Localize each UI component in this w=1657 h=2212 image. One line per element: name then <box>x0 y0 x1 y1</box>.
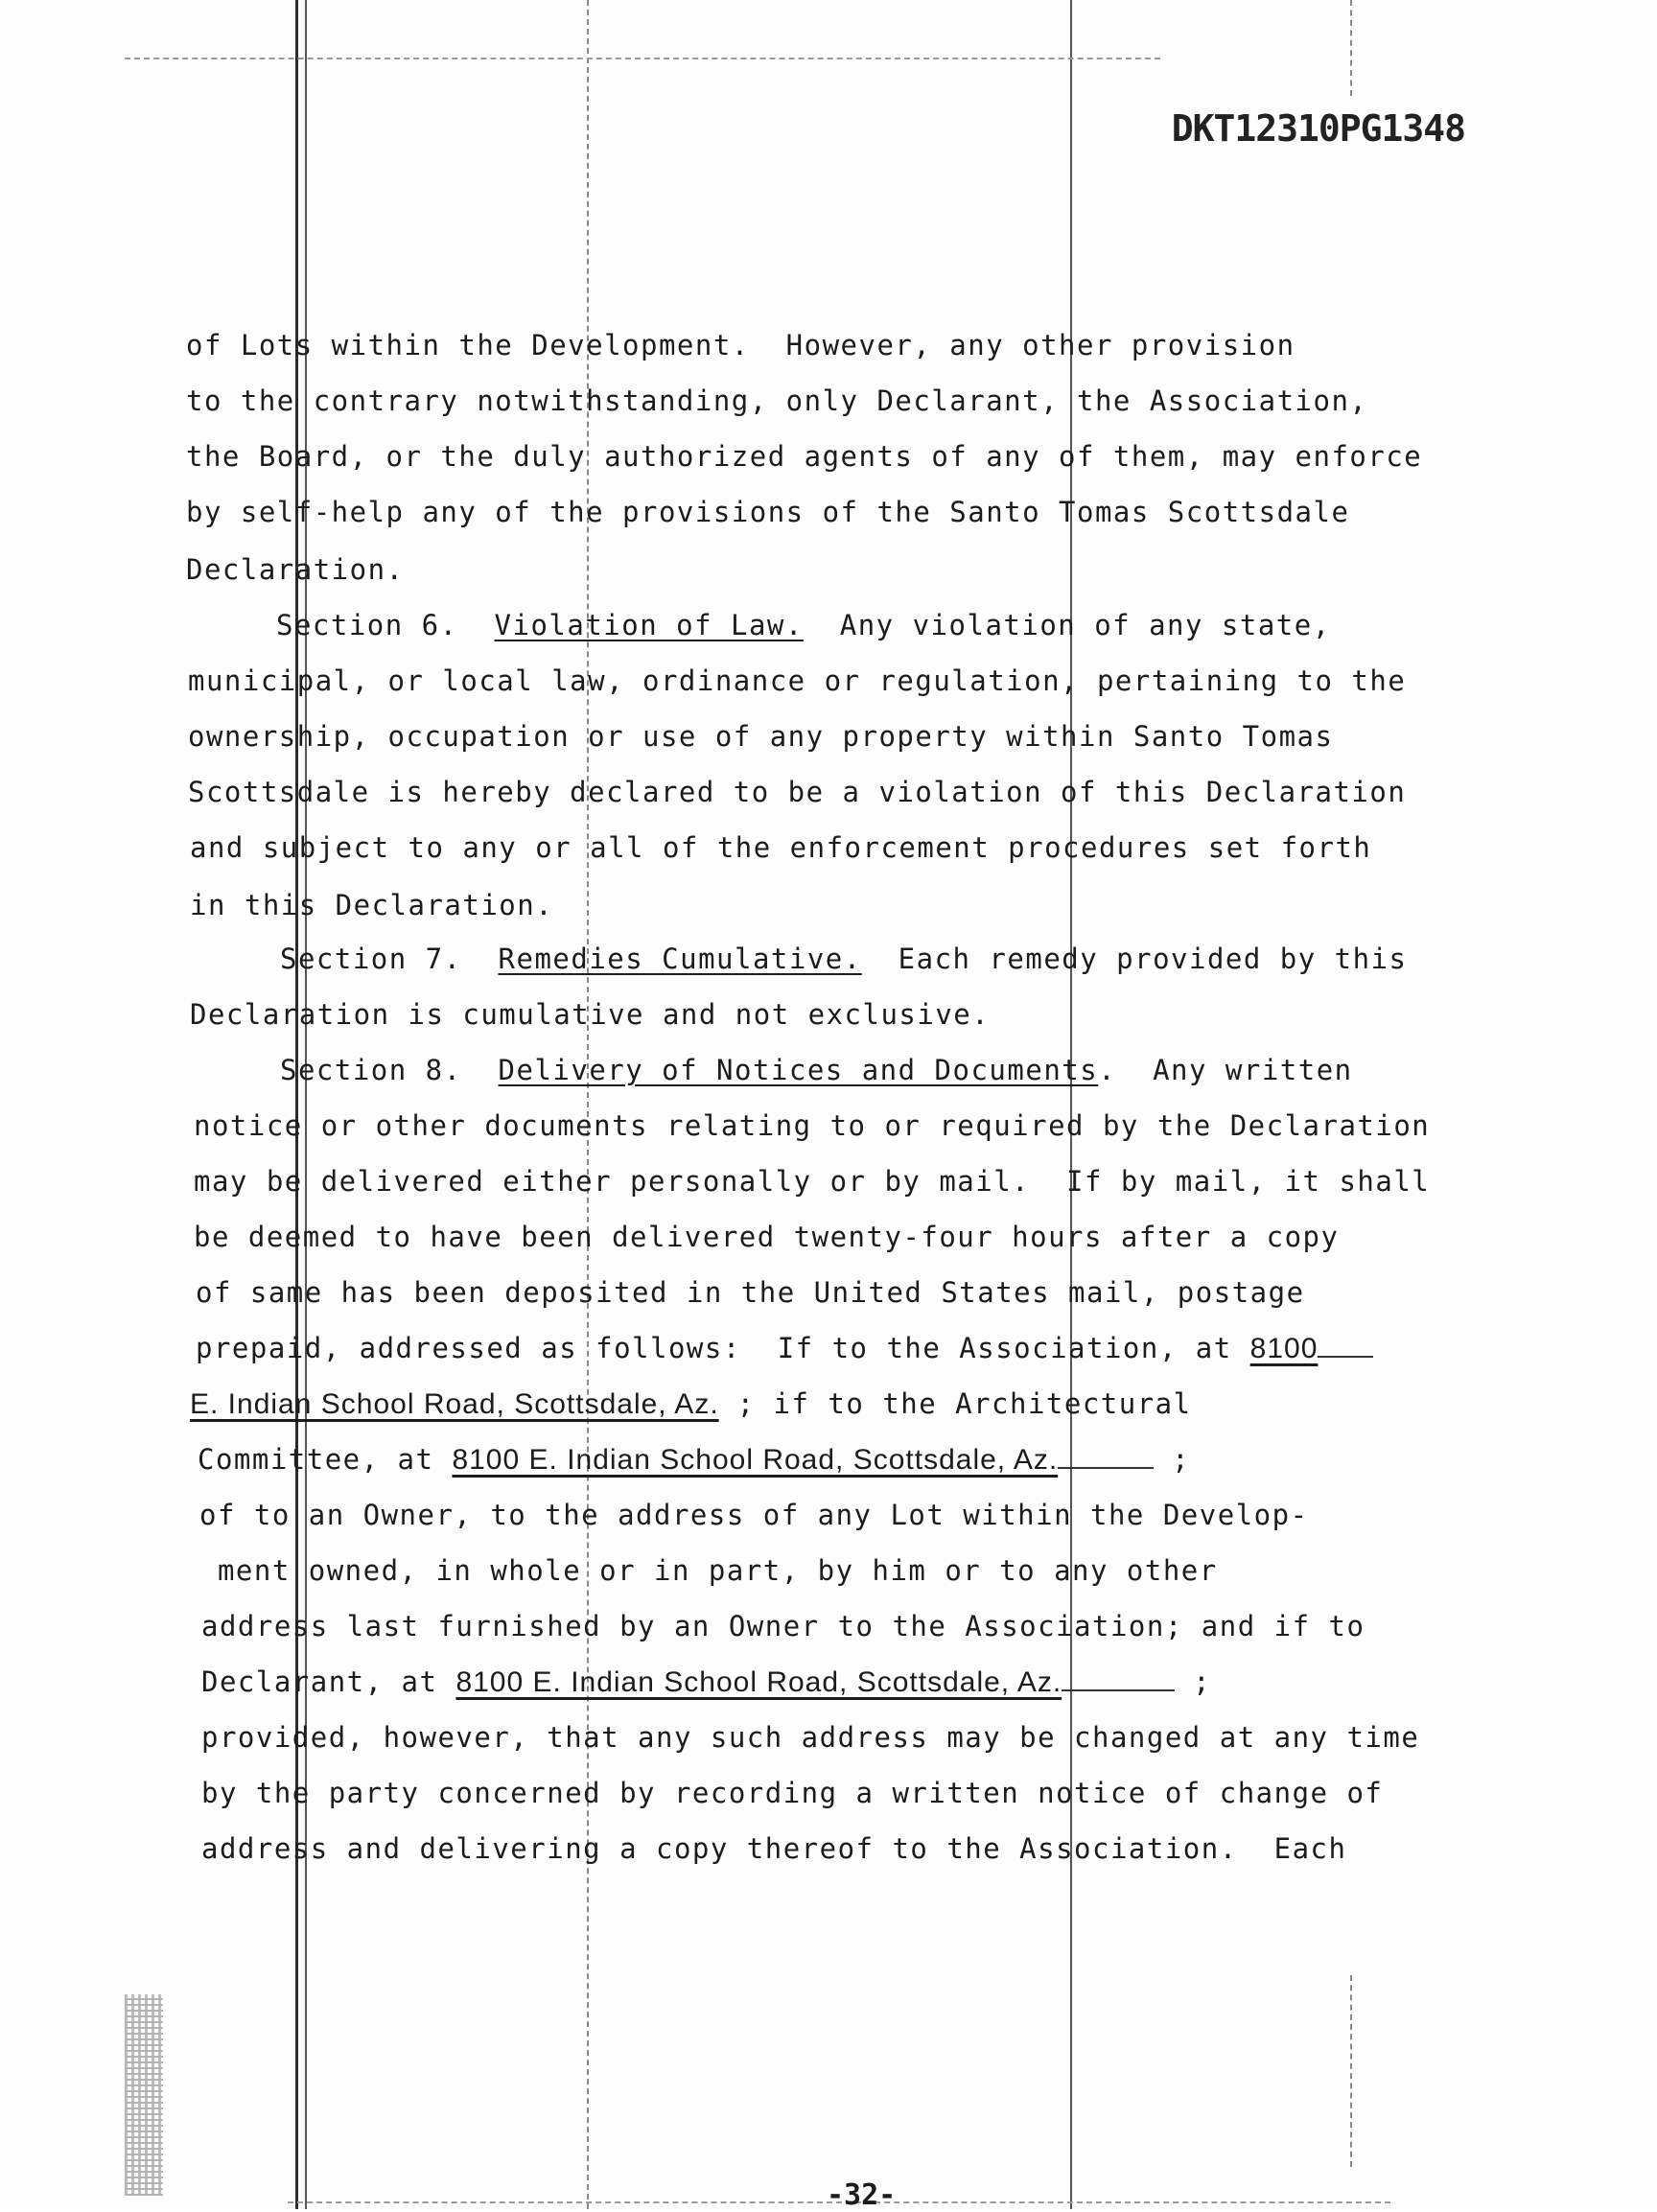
text-line-1: of Lots within the Development. However, any other provision <box>186 329 1295 361</box>
text-line-16: may be delivered either personally or by mail. If by mail, it shall <box>194 1165 1431 1198</box>
recording-stamp: DKT12310PG1348 <box>1171 107 1465 150</box>
text-line-7: municipal, or local law, ordinance or regulation, pertaining to the <box>188 664 1407 697</box>
association-address-part-2: E. Indian School Road, Scottsdale, Az. <box>190 1388 719 1420</box>
text-line-17: be deemed to have been delivered twenty-four hours after a copy <box>194 1221 1340 1253</box>
text-line-8: ownership, occupation or use of any property within Santo Tomas <box>188 720 1334 753</box>
section-7-heading-line: Section 7. Remedies Cumulative. Each remedy provided by this <box>280 943 1408 975</box>
section-8-heading-line: Section 8. Delivery of Notices and Documents. Any written <box>280 1054 1353 1086</box>
address-fill-line <box>1058 1466 1154 1469</box>
text-line-25: Declarant, at 8100 E. Indian School Road, Scottsdale, Az. ; <box>201 1665 1212 1698</box>
scan-edge-line-right-lower <box>1350 1975 1352 2167</box>
section-6-title: Violation of Law. <box>494 609 804 641</box>
text-line-5: Declaration. <box>186 553 405 586</box>
text-line-19: prepaid, addressed as follows: If to the Association, at 8100 <box>196 1335 1373 1363</box>
text-line-26: provided, however, that any such address may be changed at any time <box>201 1721 1420 1754</box>
text-line-15: notice or other documents relating to or required by the Declaration <box>194 1109 1431 1142</box>
section-8-number: Section 8. <box>280 1054 462 1086</box>
text-line-20: E. Indian School Road, Scottsdale, Az. ; if to the Architectural <box>190 1387 1192 1420</box>
scan-top-edge <box>125 58 1160 59</box>
text-line-18: of same has been deposited in the United States mail, postage <box>196 1276 1305 1309</box>
section-7-title: Remedies Cumulative. <box>498 943 862 975</box>
section-8-title: Delivery of Notices and Documents <box>498 1054 1099 1086</box>
text-line-27: by the party concerned by recording a written notice of change of <box>201 1777 1384 1809</box>
architectural-committee-address: 8100 E. Indian School Road, Scottsdale, Az. <box>452 1444 1059 1476</box>
scan-noise-left-margin <box>125 1994 163 2196</box>
text-line-21: Committee, at 8100 E. Indian School Road, Scottsdale, Az. ; <box>198 1443 1191 1476</box>
text-line-2: to the contrary notwithstanding, only Declarant, the Association, <box>186 384 1368 417</box>
scan-edge-line-right <box>1350 0 1352 96</box>
text-line-10: and subject to any or all of the enforcement procedures set forth <box>190 831 1372 864</box>
text-line-23: ment owned, in whole or in part, by him or to any other <box>199 1554 1218 1587</box>
text-line-24: address last furnished by an Owner to the Association; and if to <box>201 1610 1365 1642</box>
section-6-number: Section 6. <box>276 609 458 641</box>
text-line-13: Declaration is cumulative and not exclusive. <box>190 998 991 1031</box>
text-line-3: the Board, or the duly authorized agents of any of them, may enforce <box>186 440 1423 473</box>
association-address-part-1: 8100 <box>1249 1333 1319 1364</box>
address-fill-line <box>1062 1688 1175 1691</box>
section-7-number: Section 7. <box>280 943 462 975</box>
text-line-9: Scottsdale is hereby declared to be a violation of this Declaration <box>188 776 1407 808</box>
address-fill-line <box>1318 1355 1373 1358</box>
text-line-4: by self-help any of the provisions of the Santo Tomas Scottsdale <box>186 496 1350 528</box>
section-6-heading-line: Section 6. Violation of Law. Any violation of any state, <box>276 609 1331 641</box>
declarant-address: 8100 E. Indian School Road, Scottsdale, Az. <box>455 1666 1062 1698</box>
page-number: -32- <box>827 2178 897 2212</box>
text-line-28: address and delivering a copy thereof to the Association. Each <box>201 1832 1347 1865</box>
text-line-22: of to an Owner, to the address of any Lot within the Develop- <box>199 1499 1309 1531</box>
text-line-11: in this Declaration. <box>190 889 554 921</box>
